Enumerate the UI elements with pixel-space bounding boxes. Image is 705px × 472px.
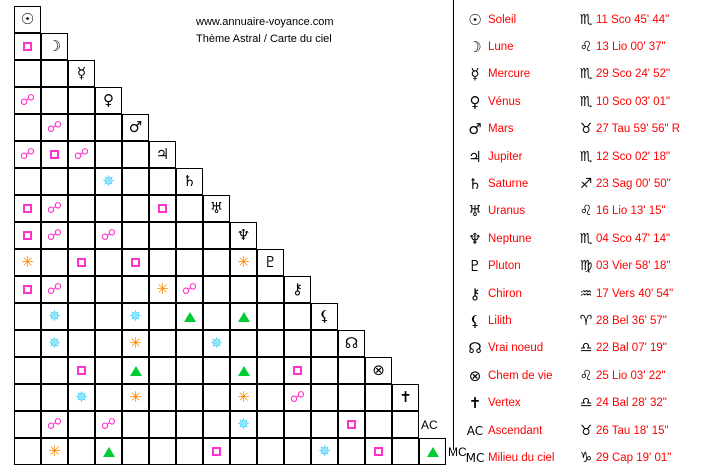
zodiac-sign-icon: ♌ (579, 203, 593, 220)
aspect-cell-filled (68, 249, 95, 276)
opposition-icon: ☍ (46, 118, 63, 136)
zodiac-sign-icon: ♎ (579, 395, 593, 412)
aspect-cell-filled (41, 222, 68, 249)
planet-position: 16 Lio 13' 15" (596, 205, 666, 218)
aspect-cell (68, 222, 95, 249)
aspect-cell-filled (122, 249, 149, 276)
zodiac-sign-icon: ♏ (579, 11, 593, 28)
conjunction-icon (77, 366, 86, 375)
aspect-cell (176, 222, 203, 249)
aspect-cell (176, 195, 203, 222)
aspect-cell (392, 438, 419, 465)
aspect-cell (68, 438, 95, 465)
table-row (462, 116, 702, 143)
conjunction-icon (23, 42, 32, 51)
aspect-cell (41, 357, 68, 384)
planet-name: Pluton (488, 260, 521, 273)
aspect-cell (14, 411, 41, 438)
planet-position: 24 Bal 28' 32" (596, 397, 667, 410)
sextile-icon: ✵ (48, 334, 61, 352)
aspect-cell (122, 411, 149, 438)
aspect-cell (14, 60, 41, 87)
aspect-cell (392, 411, 419, 438)
aspect-cell-filled (41, 303, 68, 330)
square-icon: ✳ (48, 442, 61, 460)
square-icon: ✳ (129, 388, 142, 406)
grid-diagonal-neptune-icon: ♆ (230, 222, 257, 249)
jupiter-icon: ♃ (468, 147, 482, 166)
aspect-cell (203, 357, 230, 384)
aspect-cell (149, 222, 176, 249)
table-row (462, 225, 702, 252)
conjunction-icon (23, 231, 32, 240)
aspect-cell (41, 384, 68, 411)
planet-position: 10 Sco 03' 01" (596, 95, 671, 108)
grid-diagonal-jupiter-icon: ♃ (149, 141, 176, 168)
aspect-cell (257, 411, 284, 438)
aspect-cell (149, 411, 176, 438)
aspect-cell-filled (149, 276, 176, 303)
aspect-cell (338, 357, 365, 384)
aspect-cell-filled (419, 438, 446, 465)
trine-icon (427, 447, 439, 457)
aspect-cell (203, 384, 230, 411)
table-row (462, 6, 702, 33)
aspect-cell (14, 168, 41, 195)
conjunction-icon (50, 150, 59, 159)
aspect-cell-filled (41, 114, 68, 141)
conjunction-icon (212, 447, 221, 456)
planet-name: Ascendant (488, 424, 543, 437)
aspect-cell (149, 330, 176, 357)
aspect-cell (41, 168, 68, 195)
planet-name: Lilith (488, 314, 512, 327)
north-node-icon: ☊ (468, 339, 482, 358)
table-row (462, 33, 702, 60)
aspect-cell (41, 249, 68, 276)
square-icon: ✳ (21, 253, 34, 271)
opposition-icon: ☍ (73, 145, 90, 163)
conjunction-icon (374, 447, 383, 456)
planet-name: Jupiter (488, 150, 523, 163)
table-row (462, 170, 702, 197)
aspect-cell (311, 411, 338, 438)
vertex-icon: ✝ (468, 394, 482, 413)
aspect-cell-filled (14, 141, 41, 168)
zodiac-sign-icon: ♌ (579, 39, 593, 56)
aspect-cell (122, 276, 149, 303)
aspect-cell (68, 168, 95, 195)
table-row (462, 88, 702, 115)
opposition-icon: ☍ (100, 415, 117, 433)
aspect-cell (95, 357, 122, 384)
opposition-icon: ☍ (19, 145, 36, 163)
aspect-cell (68, 114, 95, 141)
sextile-icon: ✵ (129, 307, 142, 325)
table-row (462, 280, 702, 307)
opposition-icon: ☍ (46, 199, 63, 217)
opposition-icon: ☍ (181, 280, 198, 298)
moon-icon: ☽ (468, 38, 482, 57)
trine-icon (238, 366, 250, 376)
fortune-icon: ⊗ (468, 366, 482, 385)
aspect-cell (284, 303, 311, 330)
aspect-cell (149, 438, 176, 465)
aspect-cell (230, 438, 257, 465)
aspect-cell (176, 249, 203, 276)
aspect-cell (203, 303, 230, 330)
aspect-cell (95, 141, 122, 168)
aspect-cell (95, 249, 122, 276)
aspect-cell (122, 141, 149, 168)
aspect-cell-filled (14, 87, 41, 114)
planet-name: Vertex (488, 397, 521, 410)
aspect-cell-filled (95, 222, 122, 249)
sextile-icon: ✵ (48, 307, 61, 325)
planet-position: 04 Sco 47' 14" (596, 232, 671, 245)
site-url: www.annuaire-voyance.com (196, 16, 334, 28)
saturn-icon: ♄ (468, 175, 482, 194)
aspect-cell-filled (14, 249, 41, 276)
aspect-cell-filled (95, 438, 122, 465)
aspect-cell (68, 330, 95, 357)
square-icon: ✳ (237, 388, 250, 406)
ascendant-icon: AC (466, 423, 484, 438)
opposition-icon: ☍ (100, 226, 117, 244)
aspect-cell-filled (284, 384, 311, 411)
trine-icon (238, 312, 250, 322)
planet-position: 11 Sco 45' 44" (596, 13, 670, 26)
conjunction-icon (23, 285, 32, 294)
grid-diagonal-sun-icon: ☉ (14, 6, 41, 33)
aspect-cell-filled (230, 384, 257, 411)
zodiac-sign-icon: ♉ (579, 121, 593, 138)
aspect-cell (257, 303, 284, 330)
aspect-cell (149, 384, 176, 411)
planet-name: Soleil (488, 13, 517, 26)
conjunction-icon (77, 258, 86, 267)
planet-position: 29 Sco 24' 52" (596, 68, 671, 81)
aspect-cell-filled (122, 357, 149, 384)
aspect-cell-filled (122, 384, 149, 411)
aspect-cell-filled (122, 330, 149, 357)
aspect-cell-filled (68, 357, 95, 384)
table-row (462, 417, 702, 444)
sun-icon: ☉ (468, 10, 482, 29)
aspect-cell (257, 438, 284, 465)
aspect-cell (176, 384, 203, 411)
mercury-icon: ☿ (470, 65, 480, 84)
aspect-cell-filled (230, 303, 257, 330)
planet-position: 27 Tau 59' 56" R (596, 123, 681, 136)
aspect-cell (14, 303, 41, 330)
planet-position: 13 Lio 00' 37" (596, 41, 666, 54)
table-row (462, 389, 702, 416)
aspect-cell (68, 195, 95, 222)
aspect-cell (149, 168, 176, 195)
grid-diagonal-pluto-icon: ♇ (257, 249, 284, 276)
midheaven-icon: MC (465, 450, 485, 465)
table-row (462, 307, 702, 334)
aspect-cell (41, 87, 68, 114)
square-icon: ✳ (156, 280, 169, 298)
planet-name: Vénus (488, 95, 521, 108)
aspect-cell (230, 276, 257, 303)
planet-name: Vrai noeud (488, 342, 544, 355)
grid-diagonal-lilith-icon: ⚸ (311, 303, 338, 330)
aspect-cell-filled (14, 276, 41, 303)
table-row (462, 143, 702, 170)
aspect-cell-filled (14, 222, 41, 249)
aspect-cell (203, 222, 230, 249)
sextile-icon: ✵ (102, 172, 115, 190)
aspect-cell (14, 438, 41, 465)
planet-position: 25 Lio 03' 22" (596, 369, 666, 382)
planet-position: 29 Cap 19' 01" (596, 451, 672, 464)
aspect-cell (311, 384, 338, 411)
aspect-cell (14, 114, 41, 141)
table-row (462, 198, 702, 225)
aspect-cell-filled (14, 33, 41, 60)
opposition-icon: ☍ (19, 91, 36, 109)
grid-diagonal-ascendant-icon: AC (421, 417, 438, 432)
grid-diagonal-north-node-icon: ☊ (338, 330, 365, 357)
aspect-cell (257, 330, 284, 357)
planet-position: 12 Sco 02' 18" (596, 150, 671, 163)
aspect-cell (95, 330, 122, 357)
aspect-cell (68, 276, 95, 303)
trine-icon (130, 366, 142, 376)
aspect-cell-filled (365, 438, 392, 465)
aspect-cell (311, 357, 338, 384)
conjunction-icon (347, 420, 356, 429)
aspect-cell (176, 357, 203, 384)
aspect-cell (203, 411, 230, 438)
planet-name: Lune (488, 41, 514, 54)
aspect-cell (257, 384, 284, 411)
table-row (462, 444, 702, 471)
planet-name: Chiron (488, 287, 522, 300)
planet-positions-table (462, 6, 702, 472)
aspect-cell-filled (338, 411, 365, 438)
vertical-divider (453, 0, 454, 450)
aspect-cell-filled (176, 303, 203, 330)
planet-name: Saturne (488, 178, 529, 191)
aspect-cell-filled (41, 438, 68, 465)
aspect-cell (95, 114, 122, 141)
aspect-cell-filled (176, 276, 203, 303)
trine-icon (184, 312, 196, 322)
planet-name: Neptune (488, 232, 532, 245)
aspect-cell (338, 384, 365, 411)
pluto-icon: ♇ (468, 257, 482, 276)
grid-diagonal-vertex-icon: ✝ (392, 384, 419, 411)
aspect-cell-filled (41, 276, 68, 303)
opposition-icon: ☍ (289, 388, 306, 406)
table-row (462, 61, 702, 88)
aspect-cell (203, 276, 230, 303)
venus-icon: ♀ (469, 92, 481, 111)
zodiac-sign-icon: ♏ (579, 93, 593, 110)
aspect-cell-filled (149, 195, 176, 222)
aspect-cell-filled (203, 438, 230, 465)
table-row (462, 335, 702, 362)
aspect-cell-filled (230, 357, 257, 384)
grid-diagonal-chiron-icon: ⚷ (284, 276, 311, 303)
zodiac-sign-icon: ♒ (579, 285, 593, 302)
aspect-cell (176, 330, 203, 357)
zodiac-sign-icon: ♏ (579, 230, 593, 247)
opposition-icon: ☍ (46, 280, 63, 298)
aspect-cell (68, 411, 95, 438)
grid-diagonal-fortune-icon: ⊗ (365, 357, 392, 384)
zodiac-sign-icon: ♌ (579, 367, 593, 384)
conjunction-icon (158, 204, 167, 213)
aspect-cell (122, 222, 149, 249)
sextile-icon: ✵ (210, 334, 223, 352)
planet-position: 28 Bel 36' 57" (596, 314, 667, 327)
mars-icon: ♂ (468, 120, 482, 139)
zodiac-sign-icon: ♑ (579, 449, 593, 466)
conjunction-icon (23, 204, 32, 213)
aspect-cell (122, 438, 149, 465)
trine-icon (103, 447, 115, 457)
aspect-cell (284, 330, 311, 357)
conjunction-icon (131, 258, 140, 267)
lilith-icon: ⚸ (469, 311, 481, 330)
planet-position: 03 Vier 58' 18" (596, 260, 671, 273)
aspect-cell (284, 438, 311, 465)
aspect-cell (14, 357, 41, 384)
aspect-cell-filled (203, 330, 230, 357)
aspect-cell (230, 330, 257, 357)
aspect-cell (14, 330, 41, 357)
sextile-icon: ✵ (75, 388, 88, 406)
planet-name: Uranus (488, 205, 526, 218)
aspect-cell-filled (230, 411, 257, 438)
aspect-cell (122, 195, 149, 222)
zodiac-sign-icon: ♈ (579, 312, 593, 329)
aspect-cell (203, 249, 230, 276)
aspect-cell (95, 303, 122, 330)
aspect-cell (365, 411, 392, 438)
planet-position: 26 Tau 18' 15" (596, 424, 669, 437)
grid-diagonal-mercury-icon: ☿ (68, 60, 95, 87)
aspect-cell (149, 249, 176, 276)
aspect-cell-filled (122, 303, 149, 330)
planet-name: Mars (488, 123, 514, 136)
aspect-cell (14, 384, 41, 411)
zodiac-sign-icon: ♐ (579, 176, 593, 193)
aspect-cell (284, 411, 311, 438)
zodiac-sign-icon: ♎ (579, 340, 593, 357)
conjunction-icon (293, 366, 302, 375)
aspect-cell-filled (95, 168, 122, 195)
aspect-cell-filled (41, 330, 68, 357)
planet-name: Chem de vie (488, 369, 553, 382)
zodiac-sign-icon: ♏ (579, 148, 593, 165)
table-row (462, 253, 702, 280)
aspect-cell-filled (41, 411, 68, 438)
uranus-icon: ♅ (468, 202, 482, 221)
grid-diagonal-venus-icon: ♀ (95, 87, 122, 114)
zodiac-sign-icon: ♏ (579, 66, 593, 83)
sextile-icon: ✵ (318, 442, 331, 460)
aspect-cell (311, 330, 338, 357)
aspect-cell-filled (311, 438, 338, 465)
aspect-cell (149, 357, 176, 384)
grid-diagonal-midheaven-icon: MC (448, 444, 467, 459)
aspect-cell (257, 357, 284, 384)
aspect-cell-filled (41, 195, 68, 222)
zodiac-sign-icon: ♍ (579, 258, 593, 275)
chiron-icon: ⚷ (469, 284, 481, 303)
planet-position: 22 Bal 07' 19" (596, 342, 667, 355)
zodiac-sign-icon: ♉ (579, 422, 593, 439)
aspect-cell (338, 438, 365, 465)
grid-diagonal-uranus-icon: ♅ (203, 195, 230, 222)
aspect-cell (95, 195, 122, 222)
aspect-cell-filled (95, 411, 122, 438)
table-row (462, 362, 702, 389)
aspect-cell (365, 384, 392, 411)
planet-name: Mercure (488, 68, 531, 81)
grid-diagonal-moon-icon: ☽ (41, 33, 68, 60)
aspect-cell-filled (230, 249, 257, 276)
neptune-icon: ♆ (468, 229, 482, 248)
aspect-cell (176, 438, 203, 465)
grid-diagonal-mars-icon: ♂ (122, 114, 149, 141)
planet-position: 23 Sag 00' 50" (596, 178, 671, 191)
planet-name: Milieu du ciel (488, 451, 555, 464)
aspect-cell (149, 303, 176, 330)
aspect-cell-filled (14, 195, 41, 222)
grid-diagonal-saturn-icon: ♄ (176, 168, 203, 195)
aspect-cell (68, 87, 95, 114)
aspect-cell (122, 168, 149, 195)
aspect-cell-filled (68, 384, 95, 411)
sextile-icon: ✵ (237, 415, 250, 433)
aspect-cell (257, 276, 284, 303)
aspect-cell-filled (68, 141, 95, 168)
square-icon: ✳ (237, 253, 250, 271)
aspect-cell-filled (284, 357, 311, 384)
opposition-icon: ☍ (46, 226, 63, 244)
aspect-cell (95, 276, 122, 303)
aspect-cell (176, 411, 203, 438)
aspect-cell (68, 303, 95, 330)
opposition-icon: ☍ (46, 415, 63, 433)
planet-position: 17 Vers 40' 54" (596, 287, 674, 300)
aspect-cell (95, 384, 122, 411)
page-subtitle: Thème Astral / Carte du ciel (196, 33, 332, 45)
aspect-cell-filled (41, 141, 68, 168)
square-icon: ✳ (129, 334, 142, 352)
aspect-cell (41, 60, 68, 87)
